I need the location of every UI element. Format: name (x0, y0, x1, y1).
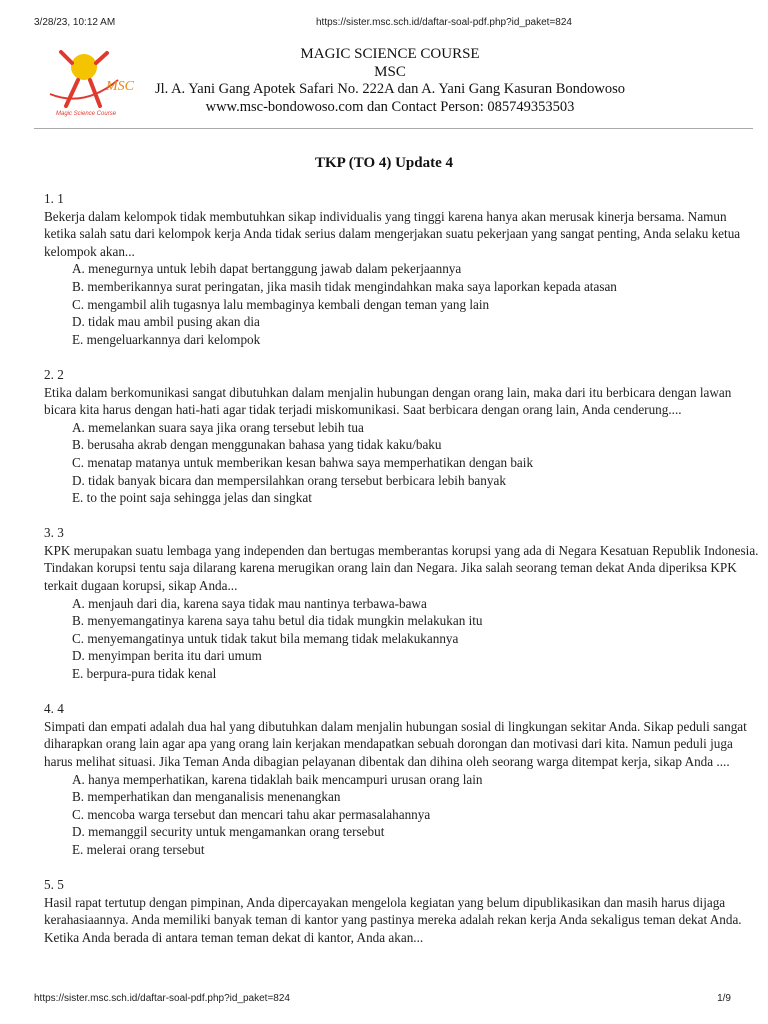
logo-sun (71, 54, 97, 80)
question-text: Simpati dan empati adalah dua hal yang dibutuhkan dalam menjalin hubungan sosial di lingkungan sekitar Anda. Sikap peduli sangat diharapkan orang lain agar apa yang orang lain kerjakan mendapatkan sebuah dorongan dan motivasi dari kita. Namun peduli juga harus melihat situasi. Jika Teman Anda dibagian pelayanan dibentak dan dihina oleh seorang warga ditempat kerja, sikap Anda .... (44, 718, 747, 769)
answer-options (44, 260, 760, 348)
question-text: Etika dalam berkomunikasi sangat dibutuhkan dalam menjalin hubungan dengan orang lain, maka dari itu berbicara dengan lawan bicara kita harus dengan hati-hati agar tidak terjadi miskomunikasi. Saat berbicara dengan orang lain, Anda cenderung.... (44, 384, 732, 418)
question-number: 1. 1 (44, 191, 64, 206)
logo-tagline: Magic Science Course (56, 111, 117, 117)
institution-header (130, 46, 650, 116)
answer-option: E. mengeluarkannya dari kelompok (72, 331, 261, 347)
answer-option: A. memelankan suara saya jika orang tersebut lebih tua (72, 419, 364, 435)
msc-logo (44, 50, 144, 120)
question-number: 2. 2 (44, 366, 64, 382)
answer-option: C. menyemangatinya untuk tidak takut bila memang tidak melakukannya (72, 630, 459, 646)
answer-options (44, 771, 760, 859)
question-item (44, 524, 760, 682)
header-divider (34, 128, 753, 129)
answer-option: D. memanggil security untuk mengamankan orang tersebut (72, 824, 385, 840)
answer-option: D. tidak mau ambil pusing akan dia (72, 314, 260, 330)
answer-option: B. memberikannya surat peringatan, jika masih tidak mengindahkan maka saya laporkan kepada atasan (72, 278, 617, 294)
answer-option: C. mencoba warga tersebut dan mencari tahu akar permasalahannya (72, 806, 431, 822)
institution-name: MAGIC SCIENCE COURSE (300, 46, 480, 62)
question-number: 4. 4 (44, 701, 64, 717)
footer-url[interactable]: https://sister.msc.sch.id/daftar-soal-pdf.php?id_paket=824 (34, 993, 290, 1004)
answer-option: B. menyemangatinya karena saya tahu betul dia tidak mungkin melakukan itu (72, 613, 483, 629)
question-item (44, 700, 760, 858)
question-list (44, 190, 760, 964)
answer-options (44, 419, 760, 507)
answer-option: E. melerai orang tersebut (72, 841, 205, 857)
question-text: Bekerja dalam kelompok tidak membutuhkan sikap individualis yang tinggi karena hanya akan merusak kinerja bersama. Namun ketika salah satu dari kelompok kerja Anda tidak serius dalam mengerjakan suatu pekerjaan yang sangat penting, Anda selaku ketua kelompok akan... (44, 208, 741, 259)
institution-address: Jl. A. Yani Gang Apotek Safari No. 222A dan A. Yani Gang Kasuran Bondowoso (154, 81, 626, 97)
answer-option: E. to the point saja sehingga jelas dan singkat (72, 490, 312, 506)
answer-option: C. menatap matanya untuk memberikan kesan bahwa saya memperhatikan dengan baik (72, 454, 534, 470)
answer-option: A. menjauh dari dia, karena saya tidak mau nantinya terbawa-bawa (72, 595, 427, 611)
question-text: Hasil rapat tertutup dengan pimpinan, Anda dipercayakan mengelola kegiatan yang belum dipublikasikan dan masih harus dijaga kerahasiaannya. Anda memiliki banyak teman di kantor yang pastinya mereka adalah rekan kerja Anda sekaligus teman dekat Anda. Ketika Anda berada di antara teman teman dekat di kantor, Anda akan... (44, 894, 742, 945)
print-url[interactable]: https://sister.msc.sch.id/daftar-soal-pdf.php?id_paket=824 (316, 17, 572, 28)
answer-option: D. tidak banyak bicara dan mempersilahkan orang tersebut berbicara lebih banyak (72, 472, 506, 488)
institution-contact: www.msc-bondowoso.com dan Contact Person: 085749353503 (205, 98, 575, 115)
institution-abbr: MSC (374, 63, 406, 80)
answer-option: C. mengambil alih tugasnya lalu membaginya kembali dengan teman yang lain (72, 296, 490, 312)
answer-option: E. berpura-pura tidak kenal (72, 666, 217, 682)
question-item (44, 366, 760, 507)
question-item (44, 876, 760, 946)
answer-option: B. berusaha akrab dengan menggunakan bahasa yang tidak kaku/baku (72, 437, 442, 453)
print-datetime: 3/28/23, 10:12 AM (34, 17, 116, 28)
question-text: KPK merupakan suatu lembaga yang independen dan bertugas memberantas korupsi yang ada di Negara Kesatuan Republik Indonesia. Tindakan korupsi tentu saja dilarang karena merugikan orang lain dan Negara. Jika salah seorang teman dekat Anda diperiksa KPK terkait dugaan korupsi, sikap Anda... (44, 542, 759, 594)
page-number: 1/9 (717, 993, 731, 1004)
page-title: TKP (TO 4) Update 4 (314, 155, 454, 171)
answer-option: D. menyimpan berita itu dari umum (72, 648, 262, 664)
answer-options (44, 595, 760, 683)
answer-option: A. menegurnya untuk lebih dapat bertanggung jawab dalam pekerjaannya (72, 261, 462, 277)
question-number: 3. 3 (44, 525, 64, 541)
question-number: 5. 5 (44, 877, 64, 893)
question-item (44, 190, 760, 348)
answer-option: B. memperhatikan dan menganalisis menenangkan (72, 789, 341, 805)
logo-text: MSC (106, 79, 134, 94)
answer-option: A. hanya memperhatikan, karena tidaklah baik mencampuri urusan orang lain (72, 771, 483, 787)
